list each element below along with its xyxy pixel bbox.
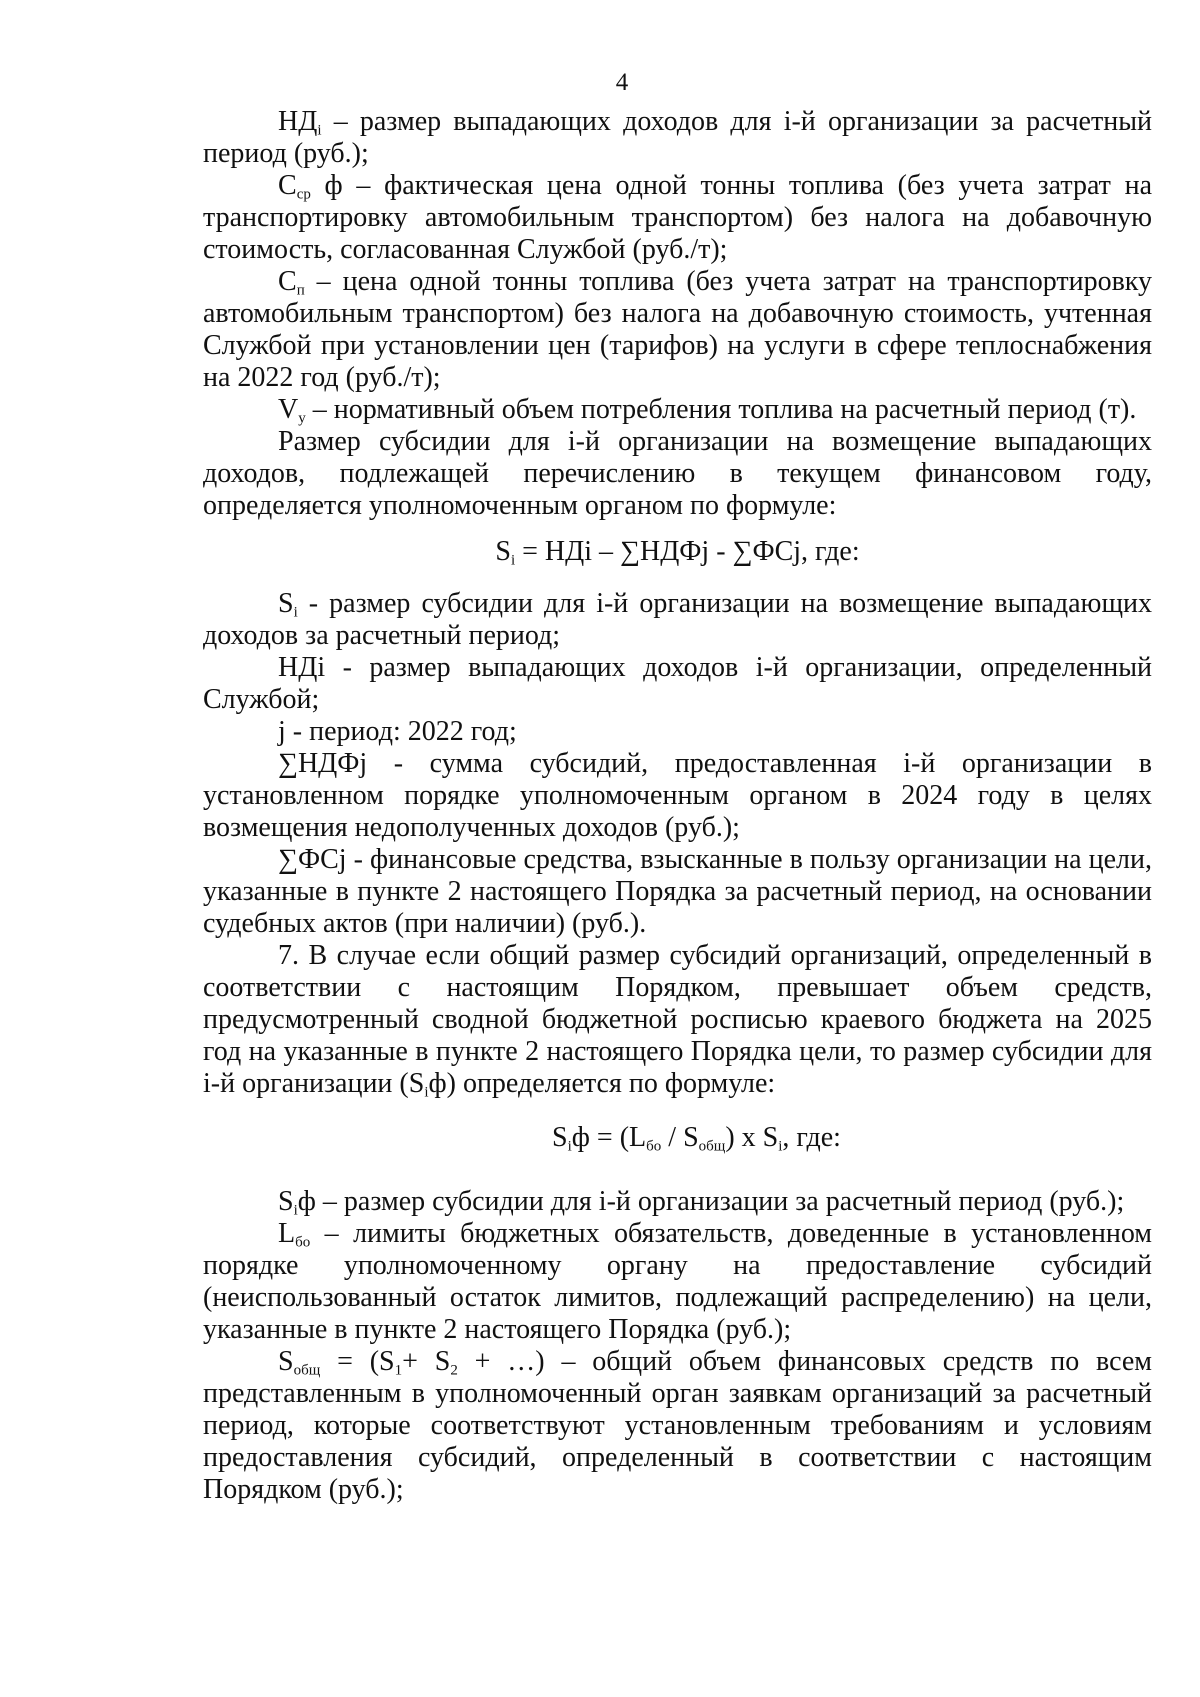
formula-subscript: i — [778, 1138, 783, 1155]
symbol-subscript: п — [296, 282, 305, 299]
formula-part: ф = (L — [571, 1122, 647, 1153]
definition-nd-i — [203, 106, 1152, 170]
subsidy-intro-paragraph: Размер субсидии для i-й организации на возмещение выпадающих доходов, подлежащей перечислению в текущем финансовом году, определяется уполномоченным органом по формуле: — [203, 426, 1152, 521]
definition-l-bo — [203, 1218, 1152, 1346]
paragraph-text: 7. В случае если общий размер субсидий организаций, определенный в соответствии с настоящим Порядком, превышает объем средств, предусмотренный сводной бюджетной росписью краевого бюджета на 2025 год на указанные в пункте 2 настоящего Порядка цели, то размер субсидии для i-й организации (S — [203, 940, 1152, 1099]
formula-part: , где: — [782, 1122, 841, 1153]
formula-part: S — [552, 1122, 568, 1153]
definition-text: – размер выпадающих доходов для i-й организации за расчетный период (руб.); — [203, 106, 1152, 169]
symbol-subscript: ср — [296, 186, 311, 203]
symbol: ∑ФСj — [278, 844, 347, 875]
symbol: S — [278, 1186, 294, 1217]
symbol-subscript: i — [317, 122, 322, 139]
definition-text: - размер выпадающих доходов i-й организации, определенный Службой; — [203, 652, 1152, 715]
definition-text: - сумма субсидий, предоставленная i-й организации в установленном порядке уполномоченным органом в 2024 году в целях возмещения недополученных доходов (руб.); — [203, 748, 1152, 843]
definition-v-u — [203, 394, 1152, 426]
symbol-subscript: у — [298, 410, 306, 427]
formula-subscript: i — [567, 1138, 572, 1155]
symbol-subscript: общ — [293, 1362, 321, 1379]
symbol-subscript: 1 — [394, 1362, 403, 1379]
formula-subscript: общ — [698, 1138, 726, 1155]
definition-text: - период: 2022 год; — [285, 716, 517, 747]
symbol: С — [278, 266, 297, 297]
paragraph-7 — [203, 940, 1152, 1100]
definition-s-i — [203, 588, 1152, 652]
definition-text: - финансовые средства, взысканные в пользу организации на цели, указанные в пункте 2 настоящего Порядка за расчетный период, на основании судебных актов (при наличии) (руб.). — [203, 844, 1152, 939]
page-number: 4 — [615, 69, 629, 96]
definition-text: – нормативный объем потребления топлива на расчетный период (т). — [305, 394, 1137, 425]
definition-s-i-f — [203, 1186, 1152, 1218]
symbol: S — [278, 588, 294, 619]
symbol-subscript: i — [424, 1084, 429, 1101]
formula-subscript: i — [510, 552, 516, 569]
document-body — [203, 106, 1152, 1506]
definition-c-p — [203, 266, 1152, 394]
definition-nd-i-service — [203, 652, 1152, 716]
definition-text: - размер субсидии для i-й организации на возмещение выпадающих доходов за расчетный период; — [203, 588, 1152, 651]
formula-part: / S — [661, 1122, 699, 1153]
definition-text: + S — [402, 1346, 451, 1377]
formula-part: = НДi – ∑НДФj - ∑ФСj, где: — [515, 536, 860, 567]
symbol: С — [278, 170, 297, 201]
definition-c-sr-f — [203, 170, 1152, 266]
definition-text: = (S — [320, 1346, 395, 1377]
definition-s-obshch — [203, 1346, 1152, 1506]
symbol: j — [278, 716, 286, 747]
definition-j — [203, 716, 1152, 748]
definition-text: – лимиты бюджетных обязательств, доведенные в установленном порядке уполномоченному органу на предоставление субсидий (неиспользованный остаток лимитов, подлежащий распределению) на цели, указанные в пункте 2 настоящего Порядка (руб.); — [203, 1218, 1152, 1345]
symbol: НД — [278, 106, 318, 137]
definition-text: – цена одной тонны топлива (без учета затрат на транспортировку автомобильным транспортом) без налога на добавочную стоимость, учтенная Службой при установлении цен (тарифов) на услуги в сфере теплоснабжения на 2022 год (руб./т); — [203, 266, 1152, 393]
symbol: S — [278, 1346, 294, 1377]
paragraph-text: ф) определяется по формуле: — [428, 1068, 776, 1099]
definition-sum-fsj — [203, 844, 1152, 940]
symbol: V — [278, 394, 299, 425]
symbol-subscript: бо — [295, 1234, 311, 1251]
definition-text: + …) – общий объем финансовых средств по всем представленным в уполномоченный орган заявкам организаций за расчетный период, которые соответствуют установленным требованиям и условиям предоставления субсидий, определенный в соответствии с настоящим Порядком (руб.); — [203, 1346, 1153, 1505]
formula-subsidy-fact — [203, 1100, 1152, 1186]
formula-part: S — [495, 536, 511, 567]
definition-sum-ndfj — [203, 748, 1152, 844]
formula-subscript: бо — [646, 1138, 662, 1155]
symbol-subscript: 2 — [450, 1362, 458, 1379]
symbol: L — [278, 1218, 296, 1249]
symbol-subscript: i — [293, 604, 298, 621]
definition-text: ф – размер субсидии для i-й организации за расчетный период (руб.); — [297, 1186, 1125, 1217]
symbol: НДi — [278, 652, 326, 683]
symbol: ∑НДФj — [278, 748, 368, 779]
formula-subsidy — [203, 522, 1152, 588]
formula-part: ) x S — [725, 1122, 779, 1153]
symbol-subscript: i — [293, 1202, 298, 1219]
definition-text: ф – фактическая цена одной тонны топлива (без учета затрат на транспортировку автомобильным транспортом) без налога на добавочную стоимость, согласованная Службой (руб./т); — [203, 170, 1152, 265]
